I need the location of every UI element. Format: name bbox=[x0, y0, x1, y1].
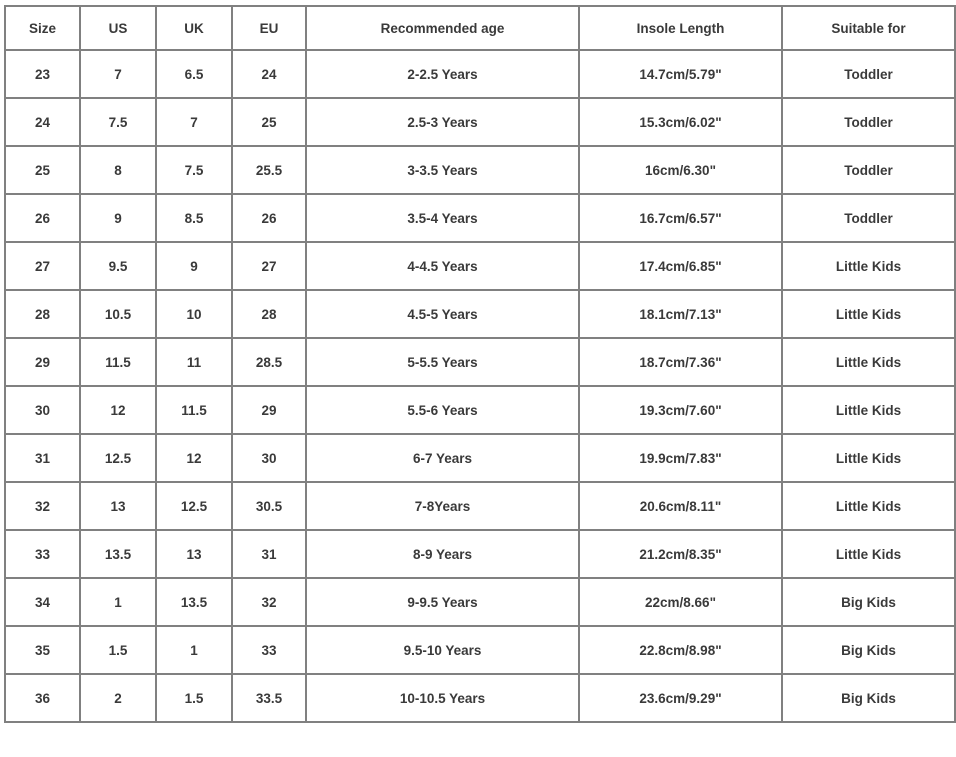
table-cell: 18.7cm/7.36" bbox=[579, 338, 782, 386]
table-cell: 22cm/8.66" bbox=[579, 578, 782, 626]
table-cell: 25 bbox=[5, 146, 80, 194]
table-cell: 19.9cm/7.83" bbox=[579, 434, 782, 482]
table-cell: 3.5-4 Years bbox=[306, 194, 579, 242]
table-cell: 9.5 bbox=[80, 242, 156, 290]
table-cell: 25 bbox=[232, 98, 306, 146]
table-cell: Big Kids bbox=[782, 674, 955, 722]
table-body bbox=[5, 50, 955, 722]
table-cell: 2 bbox=[80, 674, 156, 722]
table-cell: 9 bbox=[156, 242, 232, 290]
table-cell: 13.5 bbox=[80, 530, 156, 578]
table-cell: 28 bbox=[232, 290, 306, 338]
table-cell: 32 bbox=[232, 578, 306, 626]
table-cell: 13 bbox=[156, 530, 232, 578]
table-row bbox=[5, 626, 955, 674]
table-cell: 10.5 bbox=[80, 290, 156, 338]
table-cell: 1 bbox=[80, 578, 156, 626]
table-cell: 10 bbox=[156, 290, 232, 338]
table-cell: 26 bbox=[5, 194, 80, 242]
table-cell: 31 bbox=[232, 530, 306, 578]
table-cell: 7.5 bbox=[80, 98, 156, 146]
table-cell: 7 bbox=[80, 50, 156, 98]
table-cell: 20.6cm/8.11" bbox=[579, 482, 782, 530]
table-row bbox=[5, 578, 955, 626]
table-cell: 30 bbox=[232, 434, 306, 482]
table-cell: 15.3cm/6.02" bbox=[579, 98, 782, 146]
table-cell: 14.7cm/5.79" bbox=[579, 50, 782, 98]
table-cell: 2.5-3 Years bbox=[306, 98, 579, 146]
table-cell: 1.5 bbox=[156, 674, 232, 722]
table-cell: 25.5 bbox=[232, 146, 306, 194]
table-row bbox=[5, 530, 955, 578]
table-cell: 4-4.5 Years bbox=[306, 242, 579, 290]
table-cell: 11.5 bbox=[80, 338, 156, 386]
table-cell: 9.5-10 Years bbox=[306, 626, 579, 674]
table-cell: 9-9.5 Years bbox=[306, 578, 579, 626]
column-header: Suitable for bbox=[782, 6, 955, 50]
table-cell: 11.5 bbox=[156, 386, 232, 434]
table-row bbox=[5, 434, 955, 482]
table-cell: 21.2cm/8.35" bbox=[579, 530, 782, 578]
table-row bbox=[5, 146, 955, 194]
table-row bbox=[5, 674, 955, 722]
table-cell: 24 bbox=[5, 98, 80, 146]
header-row bbox=[5, 6, 955, 50]
table-cell: 7-8Years bbox=[306, 482, 579, 530]
table-cell: Little Kids bbox=[782, 290, 955, 338]
table-cell: 19.3cm/7.60" bbox=[579, 386, 782, 434]
column-header: Size bbox=[5, 6, 80, 50]
table-cell: 31 bbox=[5, 434, 80, 482]
table-cell: Little Kids bbox=[782, 386, 955, 434]
table-cell: 28.5 bbox=[232, 338, 306, 386]
table-cell: 2-2.5 Years bbox=[306, 50, 579, 98]
table-cell: 8-9 Years bbox=[306, 530, 579, 578]
table-cell: 8.5 bbox=[156, 194, 232, 242]
table-cell: Toddler bbox=[782, 98, 955, 146]
table-cell: 29 bbox=[232, 386, 306, 434]
table-cell: 3-3.5 Years bbox=[306, 146, 579, 194]
table-cell: 17.4cm/6.85" bbox=[579, 242, 782, 290]
table-cell: Toddler bbox=[782, 50, 955, 98]
table-cell: 23 bbox=[5, 50, 80, 98]
table-cell: Big Kids bbox=[782, 626, 955, 674]
table-cell: 30.5 bbox=[232, 482, 306, 530]
table-cell: Toddler bbox=[782, 146, 955, 194]
table-cell: Little Kids bbox=[782, 530, 955, 578]
table-cell: 7 bbox=[156, 98, 232, 146]
table-cell: 23.6cm/9.29" bbox=[579, 674, 782, 722]
table-cell: 27 bbox=[232, 242, 306, 290]
table-row bbox=[5, 338, 955, 386]
table-cell: 18.1cm/7.13" bbox=[579, 290, 782, 338]
table-cell: 13.5 bbox=[156, 578, 232, 626]
table-cell: Little Kids bbox=[782, 482, 955, 530]
table-cell: 12 bbox=[80, 386, 156, 434]
table-row bbox=[5, 194, 955, 242]
table-cell: 10-10.5 Years bbox=[306, 674, 579, 722]
table-cell: Toddler bbox=[782, 194, 955, 242]
table-cell: Little Kids bbox=[782, 242, 955, 290]
column-header: EU bbox=[232, 6, 306, 50]
table-cell: 11 bbox=[156, 338, 232, 386]
table-cell: 16.7cm/6.57" bbox=[579, 194, 782, 242]
table-cell: Little Kids bbox=[782, 434, 955, 482]
column-header: Recommended age bbox=[306, 6, 579, 50]
table-cell: 5-5.5 Years bbox=[306, 338, 579, 386]
table-row bbox=[5, 50, 955, 98]
table-cell: Big Kids bbox=[782, 578, 955, 626]
table-row bbox=[5, 242, 955, 290]
size-chart-table bbox=[4, 5, 956, 723]
table-cell: 36 bbox=[5, 674, 80, 722]
table-cell: Little Kids bbox=[782, 338, 955, 386]
table-cell: 26 bbox=[232, 194, 306, 242]
table-cell: 12.5 bbox=[80, 434, 156, 482]
table-cell: 32 bbox=[5, 482, 80, 530]
table-row bbox=[5, 386, 955, 434]
table-cell: 12 bbox=[156, 434, 232, 482]
table-cell: 5.5-6 Years bbox=[306, 386, 579, 434]
size-chart-container bbox=[4, 5, 956, 723]
table-cell: 1 bbox=[156, 626, 232, 674]
table-cell: 30 bbox=[5, 386, 80, 434]
table-cell: 33.5 bbox=[232, 674, 306, 722]
table-cell: 28 bbox=[5, 290, 80, 338]
table-cell: 29 bbox=[5, 338, 80, 386]
table-cell: 8 bbox=[80, 146, 156, 194]
table-cell: 4.5-5 Years bbox=[306, 290, 579, 338]
column-header: UK bbox=[156, 6, 232, 50]
table-row bbox=[5, 482, 955, 530]
table-cell: 1.5 bbox=[80, 626, 156, 674]
table-cell: 24 bbox=[232, 50, 306, 98]
table-row bbox=[5, 290, 955, 338]
column-header: Insole Length bbox=[579, 6, 782, 50]
table-cell: 33 bbox=[232, 626, 306, 674]
table-cell: 35 bbox=[5, 626, 80, 674]
table-cell: 6.5 bbox=[156, 50, 232, 98]
table-cell: 6-7 Years bbox=[306, 434, 579, 482]
table-cell: 13 bbox=[80, 482, 156, 530]
table-cell: 16cm/6.30" bbox=[579, 146, 782, 194]
table-cell: 9 bbox=[80, 194, 156, 242]
table-cell: 7.5 bbox=[156, 146, 232, 194]
table-cell: 27 bbox=[5, 242, 80, 290]
table-cell: 12.5 bbox=[156, 482, 232, 530]
column-header: US bbox=[80, 6, 156, 50]
table-row bbox=[5, 98, 955, 146]
table-cell: 22.8cm/8.98" bbox=[579, 626, 782, 674]
table-cell: 33 bbox=[5, 530, 80, 578]
table-cell: 34 bbox=[5, 578, 80, 626]
